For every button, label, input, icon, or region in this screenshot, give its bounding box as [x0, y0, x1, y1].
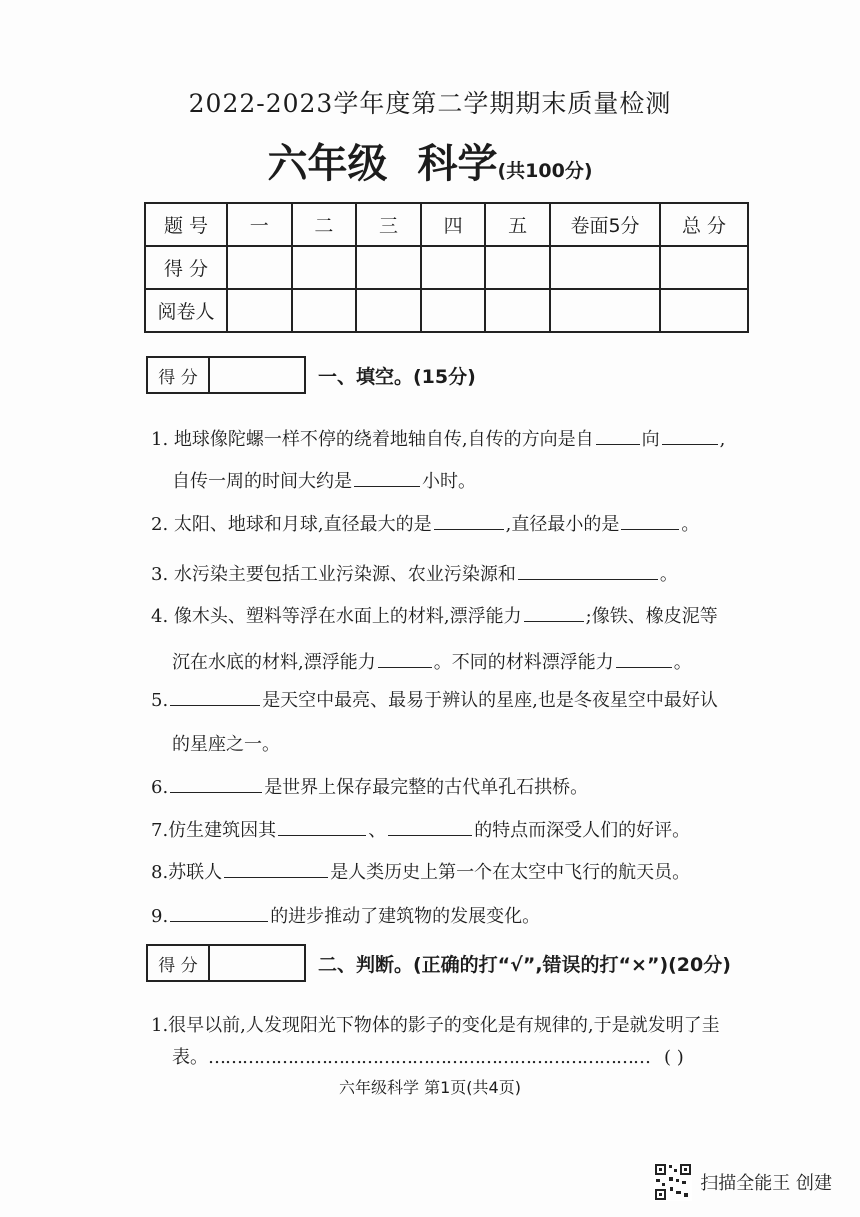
grader-cell: [227, 289, 292, 332]
answer-blank: [170, 904, 268, 922]
answer-blank: [596, 427, 640, 445]
q7-text-a: 7.仿生建筑因其: [151, 820, 277, 841]
score-cell: [550, 246, 660, 289]
q7-text-c: 的特点而深受人们的好评。: [474, 820, 691, 841]
section1-heading: 一、填空。(15分): [318, 365, 476, 388]
question-3: [151, 560, 678, 586]
answer-blank: [170, 688, 260, 706]
col-5: 五: [485, 203, 550, 246]
answer-blank: [278, 818, 366, 836]
grader-cell: [485, 289, 550, 332]
question-1-cont: [172, 467, 476, 493]
answer-blank: [224, 860, 328, 878]
score-table: [144, 202, 749, 333]
score-table-grader-row: [145, 289, 748, 332]
question-1: [151, 425, 725, 451]
score-cell: [227, 246, 292, 289]
score-cell: [292, 246, 357, 289]
section1-score-label: 得 分: [148, 358, 210, 392]
answer-blank: [518, 562, 658, 580]
col-total: 总 分: [660, 203, 748, 246]
answer-paren: ( ): [664, 1047, 684, 1068]
section2-score-box: [146, 944, 306, 982]
q6-text-a: 6.: [151, 777, 169, 798]
score-table-score-row: [145, 246, 748, 289]
q5-text-b: 是天空中最亮、最易于辨认的星座,也是冬夜星空中最好认: [262, 690, 718, 711]
question-2: [151, 510, 699, 536]
answer-blank: [621, 512, 679, 530]
col-neatness: 卷面5分: [550, 203, 660, 246]
judge-q1-text-b: 表。: [172, 1047, 208, 1068]
q4-text-d: 。不同的材料漂浮能力: [433, 652, 614, 673]
section1-header: [146, 356, 476, 394]
q1-text-d: 自传一周的时间大约是: [172, 471, 352, 492]
grader-cell: [356, 289, 421, 332]
section1-score-box: [146, 356, 306, 394]
q7-text-b: 、: [368, 820, 387, 841]
question-7: [151, 816, 690, 842]
question-9: [151, 902, 540, 928]
leader-dots: ……………………………………………………………………: [208, 1047, 650, 1068]
section2-score-label: 得 分: [148, 946, 210, 980]
q1-text-e: 小时。: [422, 471, 476, 492]
question-8: [151, 858, 690, 884]
answer-blank: [388, 818, 472, 836]
q4-text-c: 沉在水底的材料,漂浮能力: [172, 652, 376, 673]
q6-text-b: 是世界上保存最完整的古代单孔石拱桥。: [264, 777, 589, 798]
question-5: [151, 686, 718, 712]
grade-label: 六年级: [267, 141, 388, 187]
q3-text-a: 3. 水污染主要包括工业污染源、农业污染源和: [151, 564, 516, 585]
q4-text-a: 4. 像木头、塑料等浮在水面上的材料,漂浮能力: [151, 606, 522, 627]
q2-text-c: 。: [681, 514, 700, 535]
q4-text-e: 。: [673, 652, 692, 673]
answer-blank: [524, 604, 584, 622]
answer-blank: [170, 775, 262, 793]
answer-blank: [662, 427, 718, 445]
q3-text-b: 。: [659, 564, 678, 585]
q5-text-c: 的星座之一。: [172, 734, 280, 755]
q1-text-c: ,: [719, 429, 726, 450]
col-3: 三: [356, 203, 421, 246]
total-points: (共100分): [497, 160, 593, 182]
score-cell: [421, 246, 486, 289]
score-cell: [485, 246, 550, 289]
answer-blank: [434, 512, 504, 530]
row-label-grader: 阅卷人: [145, 289, 227, 332]
score-cell: [356, 246, 421, 289]
question-6: [151, 773, 588, 799]
section2-heading: 二、判断。(正确的打“√”,错误的打“×”)(20分): [318, 953, 731, 976]
q2-text-b: ,直径最小的是: [505, 514, 620, 535]
q9-text-a: 9.: [151, 906, 169, 927]
q5-text-a: 5.: [151, 690, 169, 711]
q4-text-b: ;像铁、橡皮泥等: [585, 606, 718, 627]
col-4: 四: [421, 203, 486, 246]
section1-score-field: [210, 358, 304, 392]
q1-text-b: 向: [641, 429, 660, 450]
judge-question-1: [151, 1011, 720, 1037]
answer-blank: [616, 650, 672, 668]
grader-cell: [660, 289, 748, 332]
subject-label: 科学: [417, 141, 498, 187]
q1-text-a: 1. 地球像陀螺一样不停的绕着地轴自传,自传的方向是自: [151, 429, 594, 450]
judge-question-1-cont: [172, 1043, 684, 1069]
page-footer: 六年级科学 第1页(共4页): [339, 1078, 521, 1097]
q9-text-b: 的进步推动了建筑物的发展变化。: [270, 906, 541, 927]
qr-code-icon: [654, 1163, 692, 1201]
answer-blank: [378, 650, 432, 668]
grader-cell: [292, 289, 357, 332]
exam-title: 2022-2023学年度第二学期期末质量检测: [188, 89, 672, 118]
question-5-cont: [172, 730, 280, 756]
row-label-score: 得 分: [145, 246, 227, 289]
judge-q1-text-a: 1.很早以前,人发现阳光下物体的影子的变化是有规律的,于是就发明了圭: [151, 1015, 720, 1036]
row-label-number: 题 号: [145, 203, 227, 246]
section2-score-field: [210, 946, 304, 980]
exam-subtitle: [0, 132, 860, 189]
question-4: [151, 602, 718, 628]
q2-text-a: 2. 太阳、地球和月球,直径最大的是: [151, 514, 432, 535]
question-4-cont: [172, 648, 692, 674]
col-1: 一: [227, 203, 292, 246]
q8-text-a: 8.苏联人: [151, 862, 223, 883]
q8-text-b: 是人类历史上第一个在太空中飞行的航天员。: [330, 862, 691, 883]
grader-cell: [550, 289, 660, 332]
score-table-header-row: [145, 203, 748, 246]
scanner-watermark: [654, 1163, 832, 1201]
grader-cell: [421, 289, 486, 332]
col-2: 二: [292, 203, 357, 246]
score-cell: [660, 246, 748, 289]
watermark-text: 扫描全能王 创建: [700, 1173, 832, 1194]
answer-blank: [354, 469, 420, 487]
section2-header: [146, 944, 731, 982]
